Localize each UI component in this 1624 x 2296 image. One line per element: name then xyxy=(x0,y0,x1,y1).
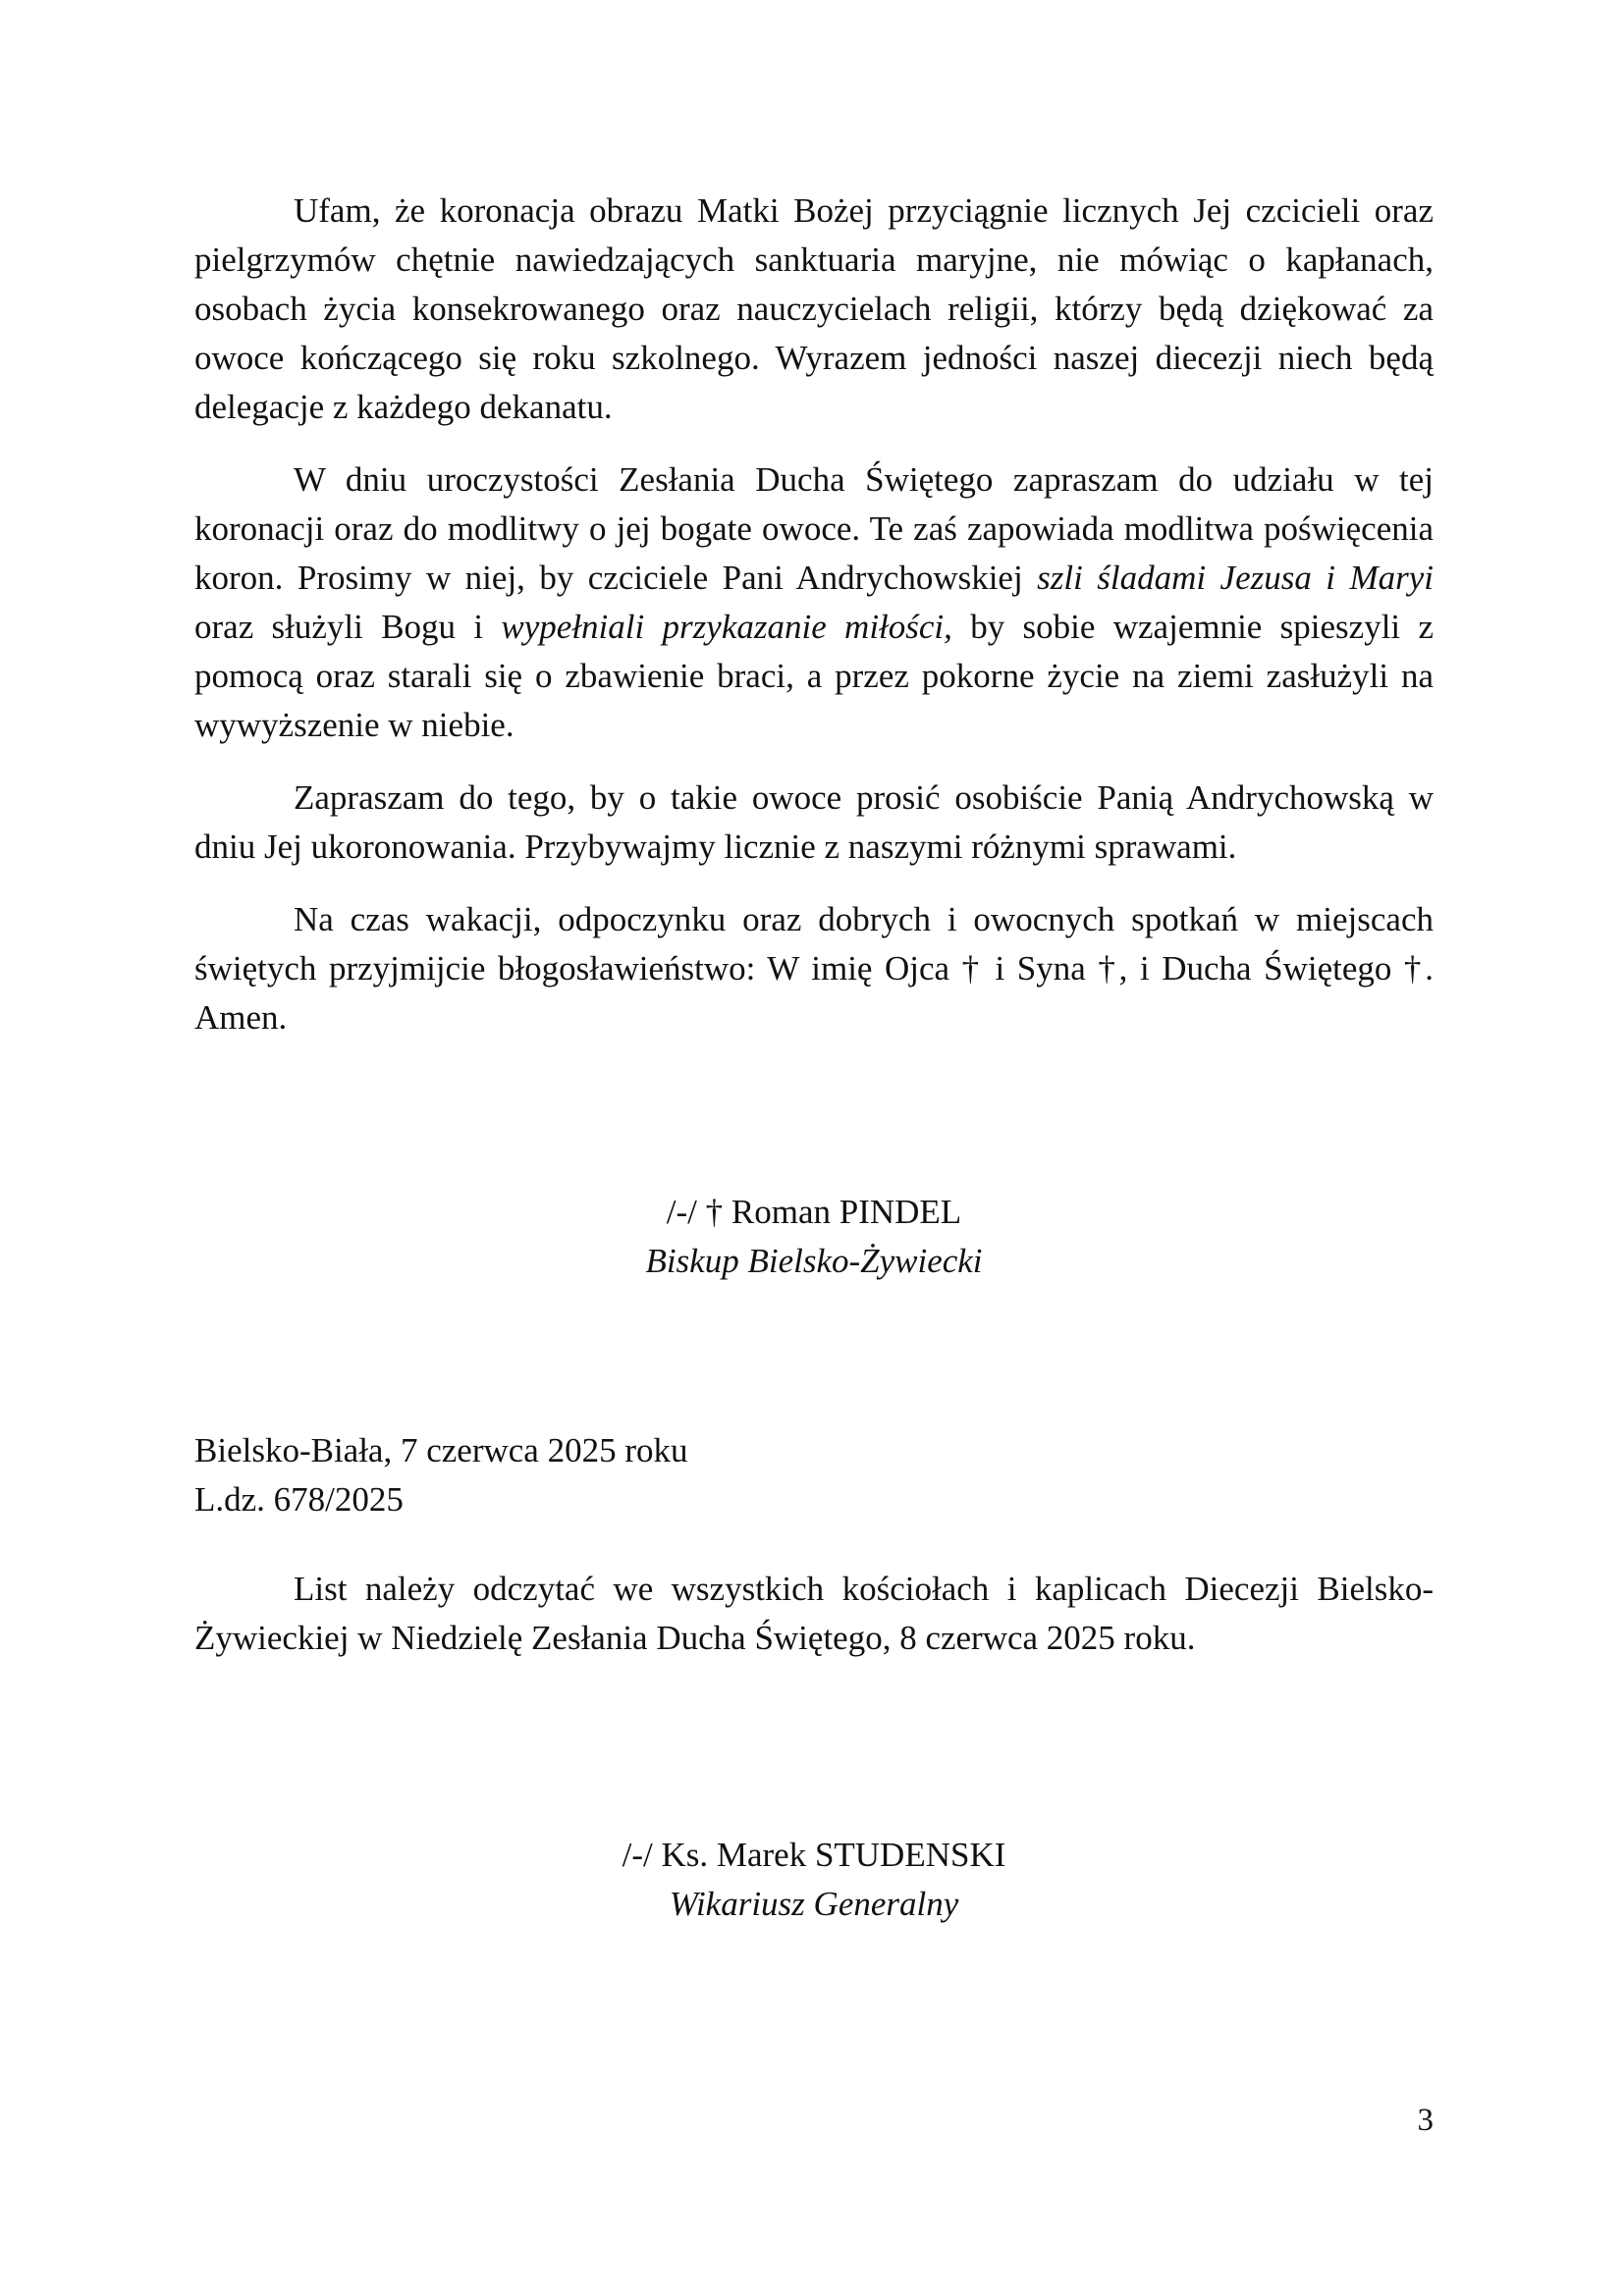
letter-meta xyxy=(194,1426,687,1524)
signature-title: Biskup Bielsko-Żywiecki xyxy=(645,1242,983,1280)
signature-bishop xyxy=(194,1188,1434,1286)
signature-vicar xyxy=(194,1831,1434,1929)
reference-number: L.dz. 678/2025 xyxy=(194,1480,404,1519)
paragraph-text: by sobie wzajemnie spieszyli z pomocą oraz starali się o zbawienie braci, a przez pokorne życie na ziemi zasłużyli na wywyższenie w niebie. xyxy=(194,608,1434,744)
paragraph-invitation xyxy=(194,455,1434,750)
paragraph-text: W dniu uroczystości Zesłania Ducha Świętego zapraszam do udziału w tej koronacji oraz do modlitwy o jej bogate owoce. Te zaś zapowiada modlitwa poświęcenia koron. Prosimy w niej, by czciciele Pani Andrychowskiej xyxy=(194,460,1434,597)
letter-body xyxy=(194,187,1434,1066)
reading-instruction-note: List należy odczytać we wszystkich kościołach i kaplicach Diecezji Bielsko-Żywieckiej w Niedzielę Zesłania Ducha Świętego, 8 czerwca 2025 roku. xyxy=(194,1570,1434,1657)
paragraph-italic-text: wypełniali przykazanie miłości, xyxy=(501,608,952,646)
paragraph-text: Ufam, że koronacja obrazu Matki Bożej przyciągnie licznych Jej czcicieli oraz pielgrzymów chętnie nawiedzających sanktuaria maryjne, nie mówiąc o kapłanach, osobach życia konsekrowanego oraz nauczycielach religii, którzy będą dziękować za owoce kończącego się roku szkolnego. Wyrazem jedności naszej diecezji niech będą delegacje z każdego dekanatu. xyxy=(194,191,1434,426)
paragraph-text: Na czas wakacji, odpoczynku oraz dobrych i owocnych spotkań w miejscach świętych przyjmijcie błogosławieństwo: W imię Ojca † i Syna †, i Ducha Świętego †. Amen. xyxy=(194,900,1434,1037)
paragraph-text: oraz służyli Bogu i xyxy=(194,608,502,646)
paragraph-coronation xyxy=(194,187,1434,432)
paragraph-prayer-request xyxy=(194,774,1434,872)
paragraph-blessing xyxy=(194,895,1434,1042)
paragraph-italic-text: szli śladami Jezusa i Maryi xyxy=(1037,559,1434,597)
paragraph-text: Zapraszam do tego, by o takie owoce prosić osobiście Panią Andrychowską w dniu Jej ukoronowania. Przybywajmy licznie z naszymi różnymi sprawami. xyxy=(194,778,1434,866)
signature-name: /-/ † Roman PINDEL xyxy=(666,1193,962,1231)
signature-name: /-/ Ks. Marek STUDENSKI xyxy=(622,1836,1006,1874)
signature-title: Wikariusz Generalny xyxy=(669,1885,959,1923)
place-date: Bielsko-Biała, 7 czerwca 2025 roku xyxy=(194,1431,688,1469)
page-number: 3 xyxy=(1417,2103,1434,2138)
